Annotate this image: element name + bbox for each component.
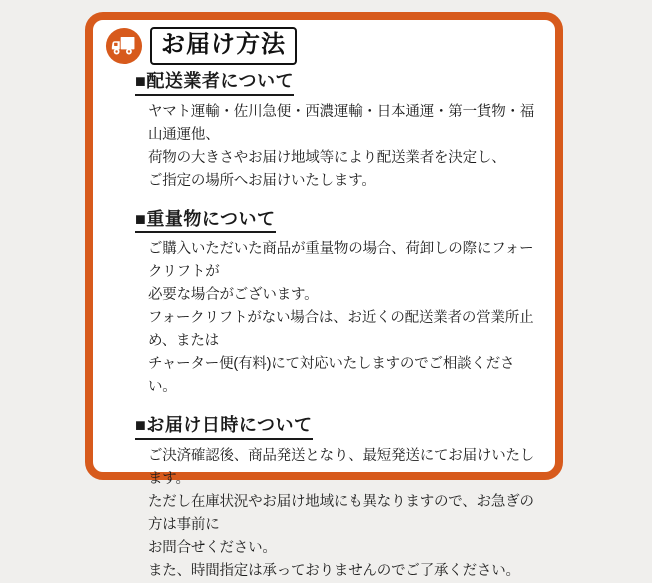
text-line: ご決済確認後、商品発送となり、最短発送にてお届けいたします。 [148,447,535,487]
text-line: また、時間指定は承っておりませんのでご了承ください。 [148,562,520,579]
panel-header [105,27,555,65]
section-heavy-items-body [148,238,539,399]
section-heavy-items-heading: ■重量物について [135,208,276,234]
text-line: 必要な場合がございます。 [148,287,319,303]
text-line: お問合せください。 [148,539,277,556]
text-line: ご指定の場所へお届けいたします。 [148,172,376,189]
delivery-info-panel [85,12,563,579]
text-line: ただし在庫状況やお届け地域にも異なりますので、お急ぎの方は事前に [148,493,534,533]
section-carriers-heading: ■配送業者について [135,70,294,96]
text-line: フォークリフトがない場合は、お近くの配送業者の営業所止め、または [148,310,534,349]
section-heavy-items [135,208,539,400]
page-title: お届け方法 [150,27,297,65]
section-delivery-datetime-heading: ■お届け日時について [135,414,313,440]
section-carriers [135,70,539,193]
section-delivery-datetime-body [148,445,539,583]
text-line: 荷物の大きさやお届け地域等により配送業者を決定し、 [148,149,506,166]
truck-icon [105,27,143,65]
sections-container [135,70,539,583]
text-line: チャーター便(有料)にて対応いたしますのでご相談ください。 [148,356,515,395]
section-carriers-body [148,101,539,193]
text-line: ヤマト運輸・佐川急便・西濃運輸・日本通運・第一貨物・福山通運他、 [148,103,535,143]
section-delivery-datetime [135,414,539,583]
text-line: ご購入いただいた商品が重量物の場合、荷卸しの際にフォークリフトが [148,241,534,280]
